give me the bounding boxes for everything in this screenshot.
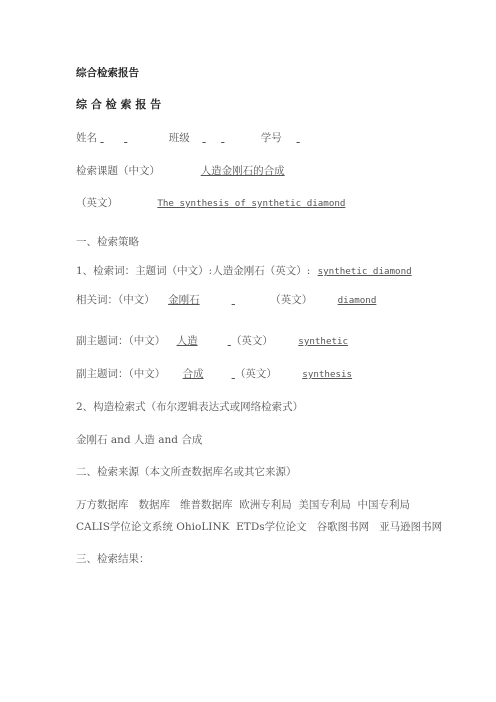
subheading1-row (76, 334, 376, 349)
expression-value: 金刚石 and 人造 and 合成 (76, 434, 203, 446)
sub2-en-label: （英文） (234, 368, 277, 380)
keywords-label: 1、检索词：主题词（中文）:人造金刚石（英文）: (76, 265, 311, 277)
sources-line-1: 万方数据库 数据库 维普数据库 欧洲专利局 美国专利局 中国专利局 (76, 499, 411, 511)
topic-en-label: （英文） (76, 197, 118, 209)
class-blank-2 (221, 131, 232, 145)
topic-en-row (76, 196, 435, 211)
name-blank-2 (124, 131, 136, 145)
sub2-label: 副主题词：（中文） (76, 368, 166, 380)
topic-cn-value: 人造金刚石的合成 (200, 165, 285, 177)
sub1-en-value: synthetic (298, 336, 349, 347)
sub2-cn-value: 合成 (182, 368, 204, 380)
keywords-row (76, 264, 412, 279)
expression-heading: 2、构造检索式（布尔逻辑表达式或网络检索式） (76, 401, 304, 413)
section2-heading: 二、检索来源（本文所查数据库名或其它来源） (76, 466, 297, 478)
topic-cn-label: 检索课题（中文） (76, 165, 160, 177)
report-title-spaced: 综 合 检 索 报 告 (76, 98, 162, 111)
sub1-label: 副主题词：（中文） (76, 335, 166, 347)
keywords-en-value: synthetic diamond (317, 266, 412, 277)
class-blank (202, 131, 211, 145)
related-en-value: diamond (337, 295, 377, 306)
related-label: 相关词：（中文） (76, 294, 155, 306)
sub1-en-label: （英文） (230, 335, 273, 347)
sub1-cn-value: 人造 (176, 335, 198, 347)
related-row (76, 293, 404, 308)
related-en-label: （英文） (270, 294, 313, 306)
related-cn-value: 金刚石 (168, 294, 200, 306)
section3-heading: 三、检索结果： (76, 553, 150, 565)
id-label: 学号 (260, 132, 282, 144)
topic-cn-row (76, 164, 355, 178)
topic-en-value: The synthesis of synthetic diamond (157, 198, 346, 209)
name-label: 姓名 (76, 132, 97, 144)
name-blank (100, 131, 111, 145)
class-label: 班级 (168, 132, 190, 144)
sub2-en-value: synthesis (302, 369, 353, 380)
id-blank (296, 131, 328, 145)
student-info-row (76, 131, 328, 145)
sources-line-2: CALIS学位论文系统 OhioLINK ETDs学位论文 谷歌图书网 亚马逊图书网 (76, 521, 443, 533)
report-title-small: 综合检索报告 (76, 67, 139, 79)
subheading2-row (76, 367, 380, 382)
section1-heading: 一、检索策略 (76, 236, 139, 248)
